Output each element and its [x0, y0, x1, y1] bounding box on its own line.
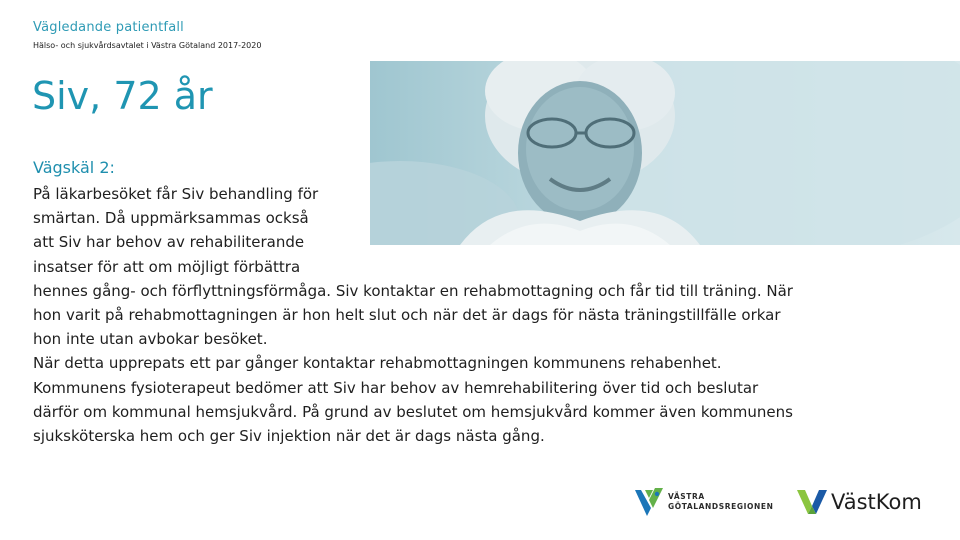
vastkom-logo: [796, 484, 936, 520]
vgr-mark-icon: [633, 486, 665, 520]
body-line: därför om kommunal hemsjukvård. På grund av beslutet om hemsjukvård kommer även kommunens: [33, 402, 793, 421]
kicker-label: Vägledande patientfall: [33, 20, 184, 35]
body-line: När detta upprepats ett par gånger kontaktar rehabmottagningen kommunens rehabenhet.: [33, 354, 722, 373]
body-line: På läkarbesöket får Siv behandling för: [33, 185, 319, 203]
vgr-line2: GÖTALANDSREGIONEN: [668, 502, 774, 511]
vastkom-mark-icon: [796, 486, 828, 518]
body-line: smärtan. Då uppmärksammas också: [33, 209, 309, 228]
body-line: att Siv har behov av rehabiliterande: [33, 233, 305, 252]
vgr-line1: VÄSTRA: [668, 492, 705, 501]
section-heading: Vägskäl 2:: [33, 158, 115, 177]
body-line: insatser för att om möjligt förbättra: [33, 257, 301, 276]
body-line: sjuksköterska hem och ger Siv injektion när det är dags nästa gång.: [33, 427, 545, 446]
body-line: Kommunens fysioterapeut bedömer att Siv har behov av hemrehabilitering över tid och beslutar: [33, 378, 759, 397]
vastkom-label: VästKom: [831, 490, 922, 514]
body-line: hon varit på rehabmottagningen är hon helt slut och när det är dags för nästa träningstillfälle orkar: [33, 306, 781, 325]
vgr-logo: [633, 486, 783, 520]
body-line: hennes gång- och förflyttningsförmåga. Siv kontaktar en rehabmottagning och får tid till träning. När: [33, 281, 793, 300]
agreement-subtitle: Hälso- och sjukvårdsavtalet i Västra Götaland 2017-2020: [33, 41, 262, 50]
case-description: [33, 182, 873, 448]
page-title: Siv, 72 år: [32, 74, 213, 118]
body-line: hon inte utan avbokar besöket.: [33, 330, 268, 349]
